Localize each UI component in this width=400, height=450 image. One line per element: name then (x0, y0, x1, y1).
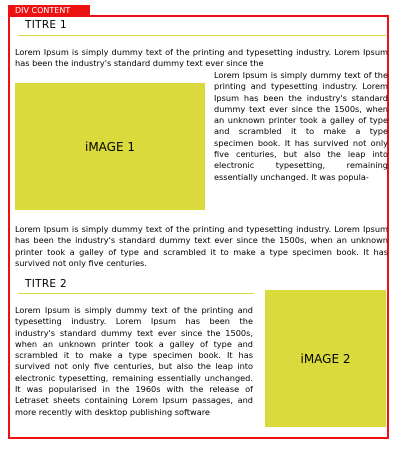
section1-outro: Lorem Ipsum is simply dummy text of the printing and typesetting industry. Lorem Ipsum has been the industry's standard dummy text ever since the 1500s, when an unknown printer took a galley of type and scrambled it to make a type specimen book. It has survived not only five centuries. (15, 224, 388, 268)
section2-title: TITRE 2 (25, 278, 67, 290)
section2-rule (18, 293, 254, 294)
image-2 (265, 290, 386, 427)
image-2-label: iMAGE 2 (300, 351, 351, 366)
div-content-label: DIV CONTENT (8, 5, 90, 16)
section1-rule (18, 35, 386, 36)
section2-text: Lorem Ipsum is simply dummy text of the printing and typesetting industry. Lorem Ipsum has been the industry's standard dummy text ever since the 1500s, when an unknown printer took a galley of type and scrambled it to make a type specimen book. It has survived not only five centuries, but also the leap into electronic typesetting, remaining essentially unchanged. It was popularised in the 1960s with the release of Letraset sheets containing Lorem Ipsum passages, and more recently with desktop publishing software (15, 305, 253, 417)
section1-title: TITRE 1 (25, 19, 67, 31)
image-1 (15, 83, 205, 210)
image-1-label: iMAGE 1 (84, 139, 135, 154)
section1-side-text: Lorem Ipsum is simply dummy text of the printing and typesetting industry. Lorem Ipsum has been the industry's standard dummy text ever since the 1500s, when an unknown printer took a galley of type and scrambled it to make a type specimen book. It has survived not only five centuries, but also the leap into electronic typesetting, remaining essentially unchanged. It was popula- (214, 70, 388, 182)
section1-intro: Lorem Ipsum is simply dummy text of the printing and typesetting industry. Lorem Ipsum has been the industry's standard dummy text ever since the (15, 47, 388, 69)
